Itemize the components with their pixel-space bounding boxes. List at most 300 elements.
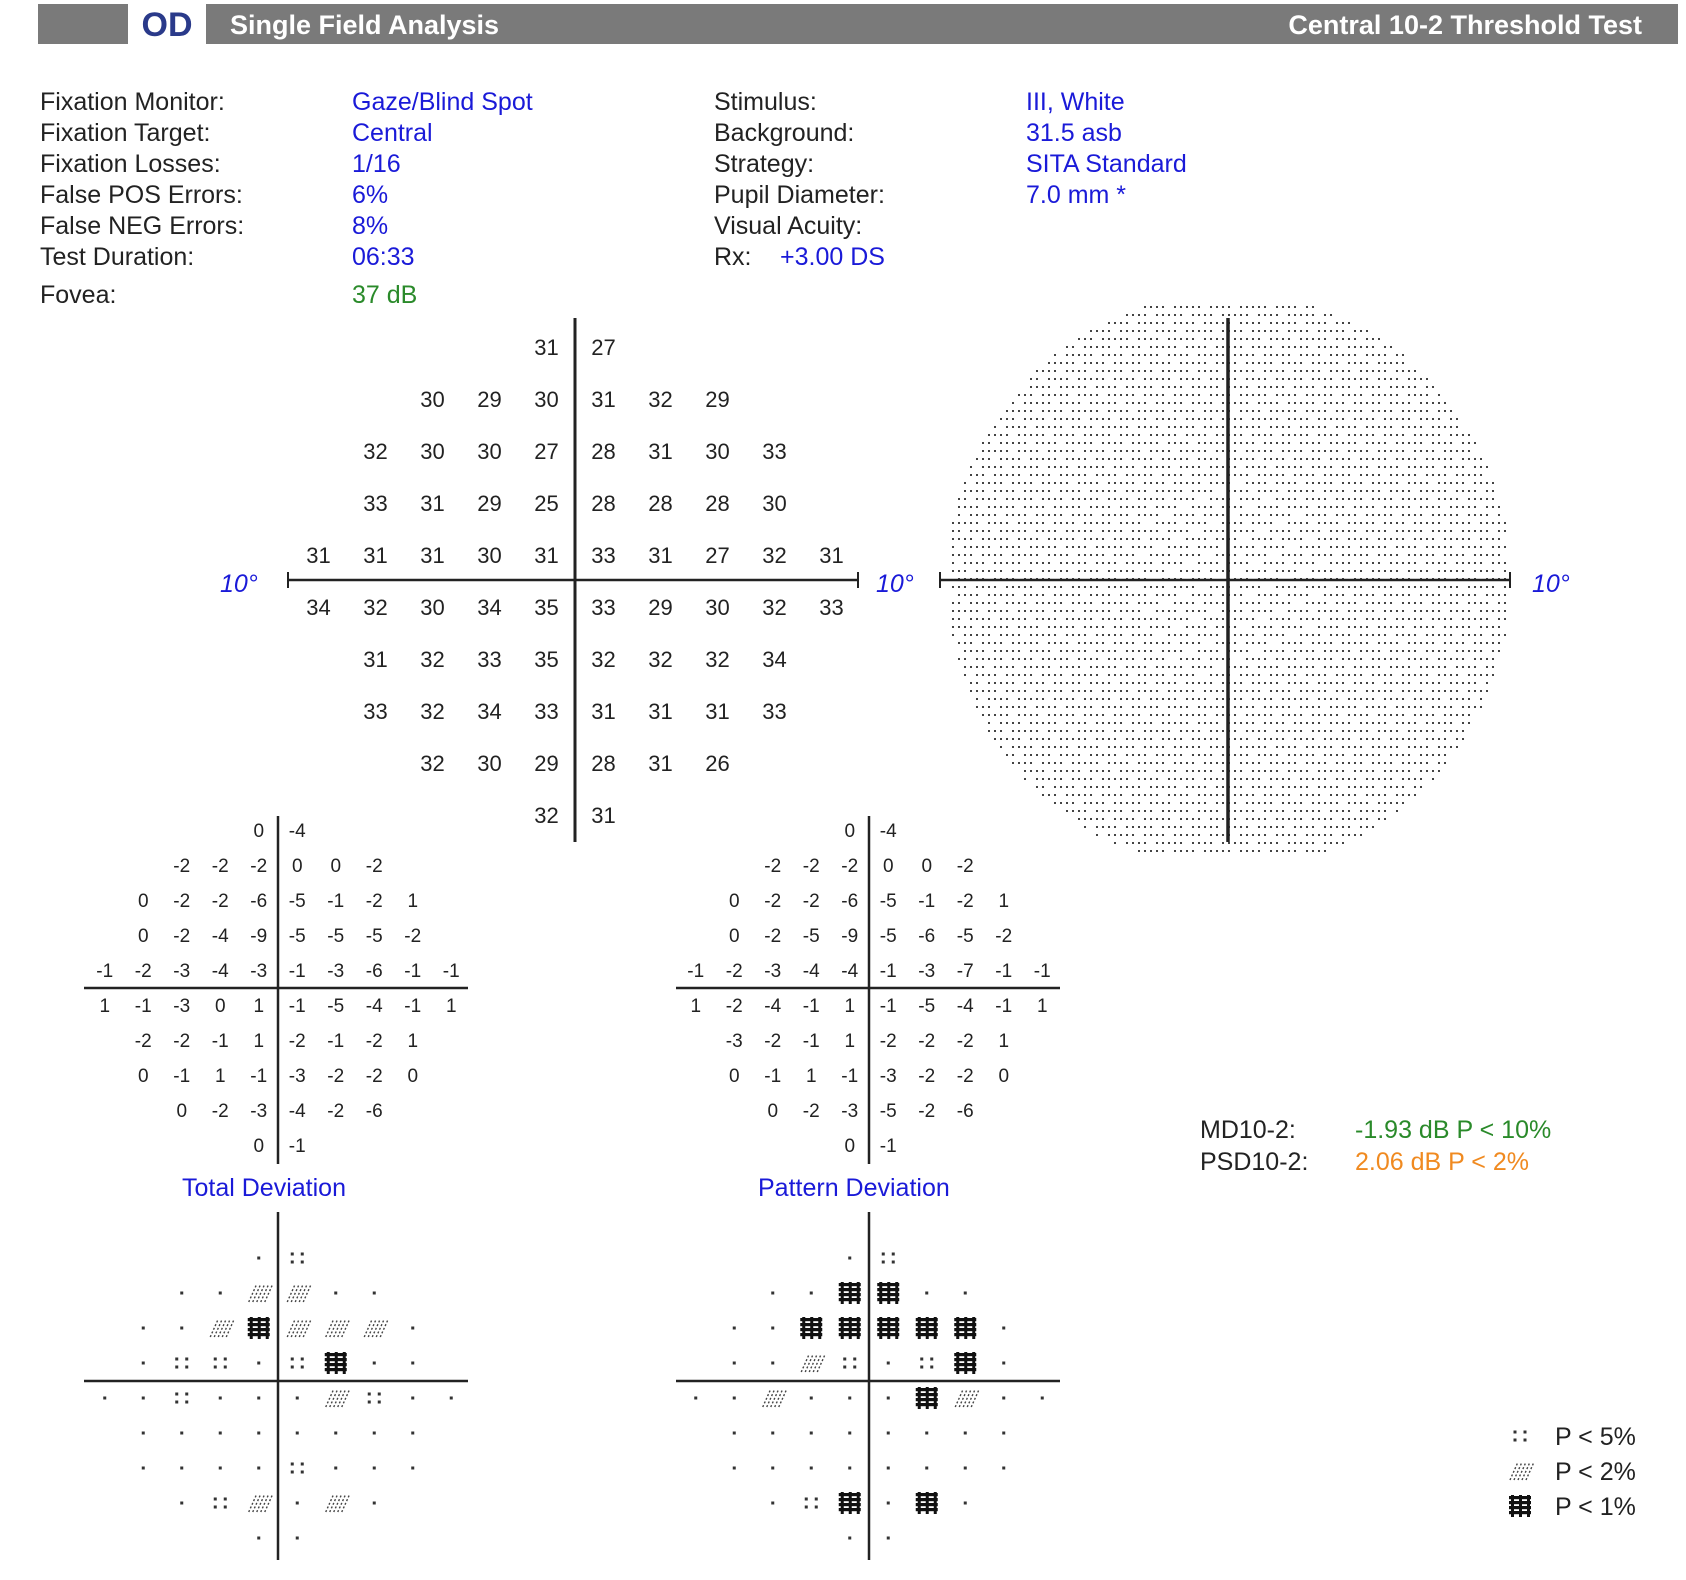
grid-value: 1	[844, 1030, 856, 1052]
grid-value: -2	[764, 890, 782, 912]
pd-prob-symbol	[810, 1397, 813, 1400]
pd-prob-symbol	[805, 1498, 818, 1509]
grid-value: -2	[956, 890, 974, 912]
grid-value: 32	[420, 647, 445, 672]
grid-value: 34	[306, 595, 331, 620]
grid-value: 29	[705, 387, 730, 412]
pd-prob-symbol	[1002, 1362, 1005, 1365]
total-deviation-title: Total Deviation	[182, 1174, 346, 1202]
td-prob-symbol	[219, 1397, 222, 1400]
grid-value: -1	[404, 995, 422, 1017]
grid-value: 0	[137, 925, 149, 947]
pd-prob-symbol	[843, 1358, 856, 1369]
grid-value: -6	[250, 890, 268, 912]
grid-value: -4	[211, 960, 229, 982]
grid-value: -3	[841, 1100, 859, 1122]
grid-value: -7	[956, 960, 974, 982]
param-label: Fixation Monitor:	[40, 88, 225, 116]
grid-value: 32	[420, 699, 445, 724]
td-prob-symbol	[142, 1362, 145, 1365]
pd-prob-symbol	[964, 1292, 967, 1295]
pd-prob-symbol	[954, 1352, 976, 1374]
param-label: False POS Errors:	[40, 181, 243, 209]
grid-value: 1	[998, 890, 1010, 912]
fovea-value: 37 dB	[352, 281, 418, 309]
grid-value: 33	[591, 543, 616, 568]
td-prob-symbol	[257, 1467, 260, 1470]
grid-value: 0	[253, 1135, 265, 1157]
psd-label: PSD10-2:	[1200, 1148, 1309, 1176]
pd-prob-symbol	[964, 1467, 967, 1470]
td-prob-symbol	[373, 1292, 376, 1295]
grid-value: 28	[648, 491, 673, 516]
grid-value: -2	[918, 1100, 936, 1122]
grid-value: 1	[844, 995, 856, 1017]
grid-value: -2	[288, 1030, 306, 1052]
pd-prob-symbol	[925, 1467, 928, 1470]
grid-value: 0	[998, 1065, 1010, 1087]
axis-label-mid: 10°	[876, 570, 914, 598]
td-prob-symbol	[334, 1292, 337, 1295]
grid-value: 1	[253, 995, 265, 1017]
td-prob-symbol	[180, 1292, 183, 1295]
pd-prob-symbol	[848, 1537, 851, 1540]
pd-prob-symbol	[916, 1492, 938, 1514]
grid-value: -2	[764, 1030, 782, 1052]
pd-prob-symbol	[733, 1397, 736, 1400]
param-value: 6%	[352, 181, 389, 209]
grid-value: -9	[250, 925, 268, 947]
pd-prob-symbol	[1002, 1467, 1005, 1470]
td-prob-symbol	[142, 1432, 145, 1435]
grid-value: -3	[327, 960, 345, 982]
grid-value: -2	[918, 1065, 936, 1087]
pd-prob-symbol	[955, 1389, 979, 1407]
grid-value: 30	[477, 439, 502, 464]
pd-prob-symbol	[771, 1292, 774, 1295]
grid-value: 28	[591, 751, 616, 776]
grid-value: 1	[407, 1030, 419, 1052]
td-prob-symbol	[249, 1284, 273, 1302]
grid-value: -4	[879, 820, 897, 842]
grid-value: 0	[844, 820, 856, 842]
grid-value: 31	[819, 543, 844, 568]
grid-value: 30	[477, 751, 502, 776]
td-prob-symbol	[411, 1432, 414, 1435]
pd-prob-symbol	[839, 1317, 861, 1339]
td-prob-symbol	[291, 1358, 304, 1369]
grid-value: 31	[363, 647, 388, 672]
grid-value: 35	[534, 595, 559, 620]
grid-value: 31	[591, 803, 616, 828]
param-value: III, White	[1026, 88, 1125, 116]
pd-prob-symbol	[887, 1432, 890, 1435]
grid-value: -2	[327, 1100, 345, 1122]
grid-value: 30	[762, 491, 787, 516]
grid-value: 33	[363, 491, 388, 516]
pd-prob-symbol	[1002, 1327, 1005, 1330]
grid-value: -2	[173, 890, 191, 912]
td-prob-symbol	[450, 1397, 453, 1400]
grid-value: 28	[705, 491, 730, 516]
grid-value: 1	[407, 890, 419, 912]
grid-value: 30	[705, 439, 730, 464]
grid-value: -6	[918, 925, 936, 947]
grid-value: -2	[173, 855, 191, 877]
grid-value: -5	[327, 925, 345, 947]
td-prob-symbol	[180, 1432, 183, 1435]
grid-value: 0	[882, 855, 894, 877]
grid-value: -1	[802, 995, 820, 1017]
param-value: 8%	[352, 212, 389, 240]
param-label: Test Duration:	[40, 243, 195, 271]
md-value: -1.93 dB P < 10%	[1355, 1116, 1552, 1144]
grid-value: 1	[805, 1065, 817, 1087]
pd-prob-symbol	[848, 1467, 851, 1470]
grid-value: 32	[762, 543, 787, 568]
pd-prob-symbol	[771, 1362, 774, 1365]
pd-prob-symbol	[925, 1292, 928, 1295]
grid-value: 31	[591, 699, 616, 724]
grid-value: 29	[648, 595, 673, 620]
legend-p2-text: P < 2%	[1555, 1458, 1636, 1486]
grid-value: -2	[802, 855, 820, 877]
td-prob-symbol	[373, 1432, 376, 1435]
grid-value: 30	[420, 595, 445, 620]
grid-value: -5	[879, 925, 897, 947]
grid-value: 29	[477, 491, 502, 516]
pd-prob-symbol	[920, 1358, 933, 1369]
grid-value: -1	[879, 960, 897, 982]
grid-value: 0	[176, 1100, 188, 1122]
grid-value: -3	[764, 960, 782, 982]
pd-prob-symbol	[763, 1389, 787, 1407]
grid-value: 32	[762, 595, 787, 620]
grid-value: -3	[250, 960, 268, 982]
grid-value: -6	[841, 890, 859, 912]
grid-value: -2	[725, 960, 743, 982]
grid-value: -5	[327, 995, 345, 1017]
pd-prob-symbol	[733, 1362, 736, 1365]
td-prob-symbol	[249, 1494, 273, 1512]
td-prob-symbol	[334, 1432, 337, 1435]
td-prob-symbol	[142, 1397, 145, 1400]
grid-value: 30	[705, 595, 730, 620]
grid-value: -2	[211, 855, 229, 877]
grid-value: -3	[173, 995, 191, 1017]
td-prob-symbol	[257, 1537, 260, 1540]
grid-value: -5	[288, 925, 306, 947]
grid-value: -1	[879, 995, 897, 1017]
grid-value: -1	[918, 890, 936, 912]
td-prob-symbol	[257, 1362, 260, 1365]
pd-prob-symbol	[887, 1537, 890, 1540]
grid-value: 0	[253, 820, 265, 842]
grid-value: -4	[211, 925, 229, 947]
grid-value: 26	[705, 751, 730, 776]
grid-value: -3	[250, 1100, 268, 1122]
grid-value: 33	[534, 699, 559, 724]
grid-value: -1	[327, 1030, 345, 1052]
grid-value: 0	[728, 890, 740, 912]
grid-value: 30	[534, 387, 559, 412]
pd-prob-symbol	[810, 1432, 813, 1435]
td-prob-symbol	[210, 1319, 234, 1337]
td-prob-symbol	[334, 1467, 337, 1470]
td-prob-symbol	[373, 1502, 376, 1505]
td-prob-symbol	[296, 1432, 299, 1435]
grid-value: -3	[918, 960, 936, 982]
grid-value: 1	[1036, 995, 1048, 1017]
td-prob-symbol	[142, 1467, 145, 1470]
grid-value: 31	[420, 543, 445, 568]
grid-value: 0	[137, 890, 149, 912]
grid-value: 0	[921, 855, 933, 877]
grid-value: 33	[819, 595, 844, 620]
grid-value: -1	[995, 960, 1013, 982]
grid-value: -2	[956, 1065, 974, 1087]
grid-value: -1	[288, 960, 306, 982]
pd-prob-symbol	[771, 1327, 774, 1330]
legend-p5-text: P < 5%	[1555, 1423, 1636, 1451]
pd-prob-symbol	[954, 1317, 976, 1339]
grid-value: -5	[288, 890, 306, 912]
pd-prob-symbol	[887, 1467, 890, 1470]
td-prob-symbol	[373, 1362, 376, 1365]
param-label: Pupil Diameter:	[714, 181, 885, 209]
pd-prob-symbol	[848, 1432, 851, 1435]
grid-value: -2	[365, 1030, 383, 1052]
td-prob-symbol	[368, 1393, 381, 1404]
td-prob-symbol	[180, 1467, 183, 1470]
grid-value: -4	[841, 960, 859, 982]
legend-p1-icon	[1509, 1495, 1531, 1517]
td-prob-symbol	[180, 1327, 183, 1330]
grid-value: 32	[363, 439, 388, 464]
grid-value: -9	[841, 925, 859, 947]
axis-label-right: 10°	[1532, 570, 1570, 598]
grid-value: -6	[365, 960, 383, 982]
pd-prob-symbol	[877, 1282, 899, 1304]
grid-value: -2	[327, 1065, 345, 1087]
grid-value: -2	[173, 925, 191, 947]
grid-value: 0	[330, 855, 342, 877]
param-label: Visual Acuity:	[714, 212, 863, 240]
grid-value: -2	[802, 890, 820, 912]
grid-value: 1	[214, 1065, 226, 1087]
grid-value: 31	[648, 543, 673, 568]
grid-value: -2	[134, 960, 152, 982]
grid-value: 28	[591, 491, 616, 516]
grid-value: -5	[802, 925, 820, 947]
grid-value: 0	[137, 1065, 149, 1087]
grid-value: -4	[288, 820, 306, 842]
pd-prob-symbol	[877, 1317, 899, 1339]
grid-value: -1	[442, 960, 460, 982]
td-prob-symbol	[219, 1292, 222, 1295]
pd-prob-symbol	[887, 1397, 890, 1400]
pd-prob-symbol	[694, 1397, 697, 1400]
grid-value: -5	[879, 890, 897, 912]
grid-value: 28	[591, 439, 616, 464]
td-prob-symbol	[214, 1358, 227, 1369]
grid-value: -2	[365, 855, 383, 877]
grid-value: 27	[705, 543, 730, 568]
td-prob-symbol	[326, 1319, 350, 1337]
td-prob-symbol	[248, 1317, 270, 1339]
grid-value: -6	[956, 1100, 974, 1122]
param-value: Central	[352, 119, 433, 147]
grid-value: -2	[365, 1065, 383, 1087]
grid-value: -1	[327, 890, 345, 912]
param-label: Fixation Target:	[40, 119, 211, 147]
pd-prob-symbol	[1002, 1397, 1005, 1400]
grid-value: -1	[995, 995, 1013, 1017]
grid-value: -5	[879, 1100, 897, 1122]
grid-value: 33	[477, 647, 502, 672]
grid-value: 34	[477, 699, 502, 724]
grid-value: 31	[591, 387, 616, 412]
grid-value: 0	[214, 995, 226, 1017]
pd-prob-symbol	[800, 1317, 822, 1339]
td-prob-symbol	[326, 1389, 350, 1407]
param-value: 1/16	[352, 150, 401, 178]
pd-prob-symbol	[810, 1467, 813, 1470]
grid-value: 32	[705, 647, 730, 672]
grid-value: -1	[288, 1135, 306, 1157]
td-prob-symbol	[411, 1467, 414, 1470]
grid-value: -1	[134, 995, 152, 1017]
axis-label-left: 10°	[220, 570, 258, 598]
grid-value: 32	[648, 387, 673, 412]
grid-value: 29	[477, 387, 502, 412]
grid-value: -2	[956, 1030, 974, 1052]
grid-value: -4	[288, 1100, 306, 1122]
grid-value: -3	[173, 960, 191, 982]
td-prob-symbol	[219, 1467, 222, 1470]
td-prob-symbol	[325, 1352, 347, 1374]
param-value: SITA Standard	[1026, 150, 1187, 178]
grid-value: 0	[844, 1135, 856, 1157]
grid-value: 0	[407, 1065, 419, 1087]
grid-value: 32	[363, 595, 388, 620]
grid-value: 30	[477, 543, 502, 568]
grid-value: -3	[879, 1065, 897, 1087]
grid-value: -2	[250, 855, 268, 877]
grid-value: 31	[705, 699, 730, 724]
pd-prob-symbol	[810, 1292, 813, 1295]
grid-value: 0	[728, 1065, 740, 1087]
param-value: 31.5 asb	[1026, 119, 1122, 147]
grid-value: 30	[420, 387, 445, 412]
td-prob-symbol	[257, 1397, 260, 1400]
param-value: 7.0 mm *	[1026, 181, 1127, 209]
grid-value: -2	[841, 855, 859, 877]
legend-p1-text: P < 1%	[1555, 1493, 1636, 1521]
param-label: False NEG Errors:	[40, 212, 245, 240]
grid-value: 31	[534, 543, 559, 568]
td-prob-symbol	[411, 1327, 414, 1330]
grid-value: 32	[420, 751, 445, 776]
td-prob-symbol	[175, 1358, 188, 1369]
grid-value: 31	[363, 543, 388, 568]
grid-value: 31	[534, 335, 559, 360]
psd-value: 2.06 dB P < 2%	[1355, 1148, 1529, 1176]
grid-value: -1	[250, 1065, 268, 1087]
grid-value: -2	[211, 890, 229, 912]
param-label: Stimulus:	[714, 88, 817, 116]
grid-value: -2	[879, 1030, 897, 1052]
pattern-deviation-title: Pattern Deviation	[758, 1174, 950, 1202]
grid-value: 31	[648, 699, 673, 724]
grid-value: 1	[998, 1030, 1010, 1052]
td-prob-symbol	[175, 1393, 188, 1404]
grid-value: 35	[534, 647, 559, 672]
grid-value: -5	[956, 925, 974, 947]
grid-value: -2	[764, 925, 782, 947]
grid-value: -2	[918, 1030, 936, 1052]
grid-value: 27	[591, 335, 616, 360]
td-prob-symbol	[214, 1498, 227, 1509]
grid-value: 30	[420, 439, 445, 464]
grid-value: 25	[534, 491, 559, 516]
grid-value: -1	[841, 1065, 859, 1087]
td-prob-symbol	[291, 1463, 304, 1474]
grid-value: -1	[802, 1030, 820, 1052]
grid-value: -1	[687, 960, 705, 982]
grid-value: -2	[211, 1100, 229, 1122]
grid-value: 31	[420, 491, 445, 516]
md-label: MD10-2:	[1200, 1116, 1296, 1144]
grid-value: 1	[690, 995, 702, 1017]
report-title: Single Field Analysis	[230, 10, 500, 40]
td-prob-symbol	[219, 1432, 222, 1435]
grid-value: -1	[764, 1065, 782, 1087]
param-label: Rx:	[714, 243, 752, 271]
test-name: Central 10-2 Threshold Test	[1288, 10, 1642, 40]
grid-value: -1	[96, 960, 114, 982]
grid-value: 29	[534, 751, 559, 776]
grid-value: 1	[445, 995, 457, 1017]
td-prob-symbol	[103, 1397, 106, 1400]
pd-prob-symbol	[839, 1282, 861, 1304]
grid-value: 1	[253, 1030, 265, 1052]
grid-value: 32	[591, 647, 616, 672]
pd-prob-symbol	[1002, 1432, 1005, 1435]
fovea-label: Fovea:	[40, 281, 117, 309]
grid-value: 31	[306, 543, 331, 568]
pd-prob-symbol	[916, 1387, 938, 1409]
pd-prob-symbol	[771, 1432, 774, 1435]
td-prob-symbol	[287, 1319, 311, 1337]
grid-value: -1	[879, 1135, 897, 1157]
pd-prob-symbol	[887, 1362, 890, 1365]
grid-value: 34	[477, 595, 502, 620]
param-value: Gaze/Blind Spot	[352, 88, 533, 116]
grid-value: 33	[762, 439, 787, 464]
grid-value: 1	[99, 995, 111, 1017]
grid-value: -4	[365, 995, 383, 1017]
grid-value: -2	[134, 1030, 152, 1052]
td-prob-symbol	[142, 1327, 145, 1330]
grid-value: 0	[767, 1100, 779, 1122]
td-prob-symbol	[291, 1253, 304, 1264]
pd-prob-symbol	[925, 1432, 928, 1435]
grid-value: -1	[211, 1030, 229, 1052]
pd-prob-symbol	[733, 1467, 736, 1470]
grid-value: -2	[404, 925, 422, 947]
pd-prob-symbol	[916, 1317, 938, 1339]
